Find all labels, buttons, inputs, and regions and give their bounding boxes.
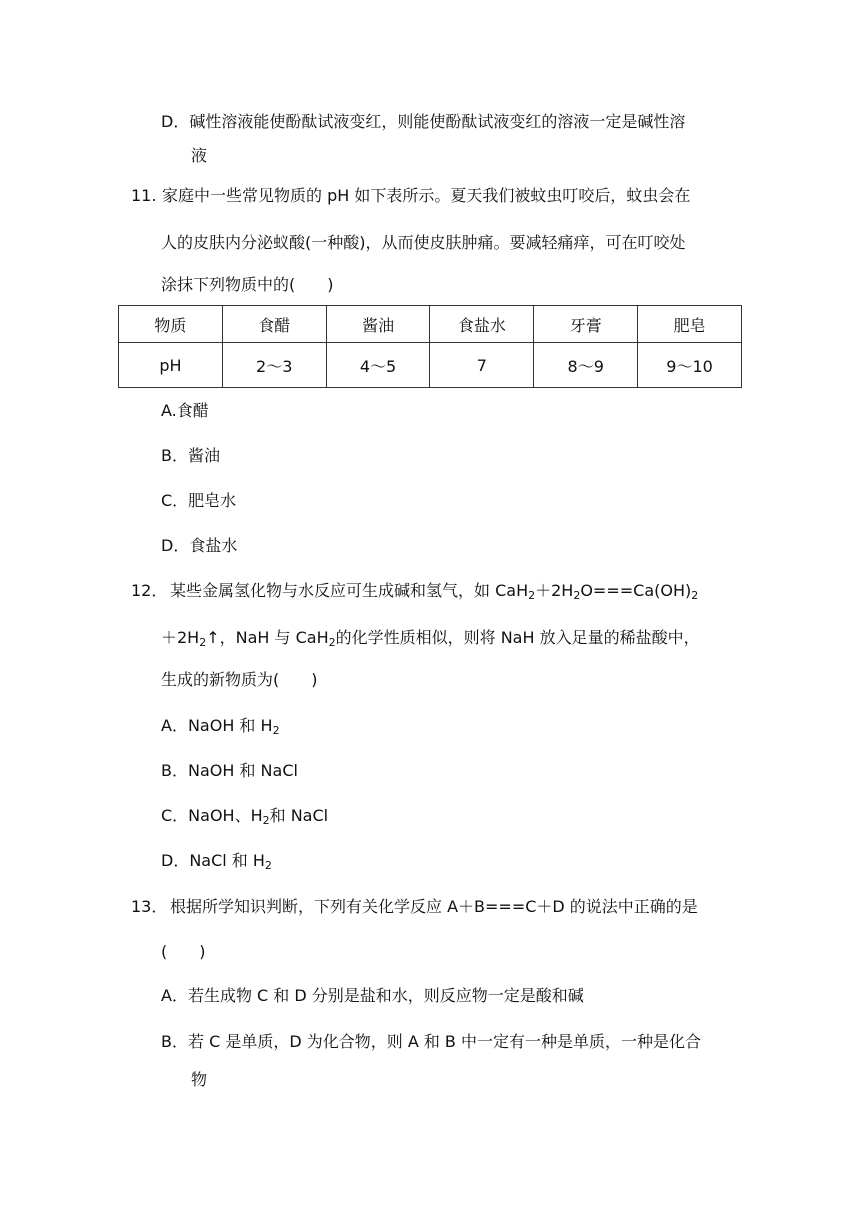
table-header-cell: 牙膏 bbox=[534, 306, 638, 343]
q12-stem-line2: $+2H_2↑$，NaH 与 CaH$_2$的化学性质相似，则将 NaH 放入足量的稀盐酸中， bbox=[161, 628, 700, 649]
table-row bbox=[119, 343, 742, 388]
table-cell: 8～9 bbox=[534, 343, 638, 388]
table-header-cell: 物质 bbox=[119, 306, 223, 343]
table-header-cell: 食盐水 bbox=[430, 306, 534, 343]
q12-option-a: A．NaOH 和 $H_2$ bbox=[161, 716, 280, 737]
q13-stem-line2: ( ) bbox=[161, 942, 206, 961]
table-header-row bbox=[119, 306, 742, 343]
q13-option-b-line2: 物 bbox=[191, 1070, 208, 1089]
q11-stem-line2: 人的皮肤内分泌蚁酸(一种酸)，从而使皮肤肿痛。要减轻痛痒，可在叮咬处 bbox=[161, 233, 686, 252]
q13-option-a: A．若生成物 C 和 D 分别是盐和水，则反应物一定是酸和碱 bbox=[161, 986, 584, 1005]
table-cell: 2～3 bbox=[222, 343, 326, 388]
q13-option-b-line1: B．若 C 是单质，D 为化合物，则 A 和 B 中一定有一种是单质，一种是化合 bbox=[161, 1032, 701, 1051]
q11-stem-line1: 家庭中一些常见物质的 pH 如下表所示。夏天我们被蚊虫叮咬后，蚊虫会在 bbox=[162, 186, 691, 205]
q11-stem-line3: 涂抹下列物质中的( ) bbox=[161, 275, 334, 294]
ph-table bbox=[118, 305, 742, 388]
q11-option-b: B．酱油 bbox=[161, 446, 220, 465]
table-header-cell: 肥皂 bbox=[638, 306, 742, 343]
q12-option-c: C．NaOH、$H_2$和 NaCl bbox=[161, 806, 329, 827]
q12-stem-line1: 某些金属氢化物与水反应可生成碱和氢气，如 $CaH_2+2H_2O===Ca(OH)_2$ bbox=[170, 581, 699, 602]
table-cell: 7 bbox=[430, 343, 534, 388]
q12-option-d: D．NaCl 和 $H_2$ bbox=[161, 851, 272, 872]
table-cell: pH bbox=[119, 343, 223, 388]
table-cell: 9～10 bbox=[638, 343, 742, 388]
q11-number: 11. bbox=[131, 186, 157, 205]
q13-number: 13． bbox=[131, 897, 168, 916]
q10-option-d-line2: 液 bbox=[191, 146, 208, 165]
q12-option-b: B．NaOH 和 NaCl bbox=[161, 761, 298, 780]
table-header-cell: 食醋 bbox=[222, 306, 326, 343]
q11-option-a: A.食醋 bbox=[161, 401, 209, 420]
q10-option-d-line1: D．碱性溶液能使酚酞试液变红，则能使酚酞试液变红的溶液一定是碱性溶 bbox=[161, 112, 686, 131]
table-cell: 4～5 bbox=[326, 343, 430, 388]
q13-stem-line1: 根据所学知识判断，下列有关化学反应 A＋B===C＋D 的说法中正确的是 bbox=[170, 897, 698, 916]
table-header-cell: 酱油 bbox=[326, 306, 430, 343]
q12-stem-line3: 生成的新物质为( ) bbox=[161, 670, 318, 689]
q11-option-c: C．肥皂水 bbox=[161, 491, 237, 510]
q12-number: 12． bbox=[131, 581, 168, 600]
q11-option-d: D．食盐水 bbox=[161, 536, 238, 555]
